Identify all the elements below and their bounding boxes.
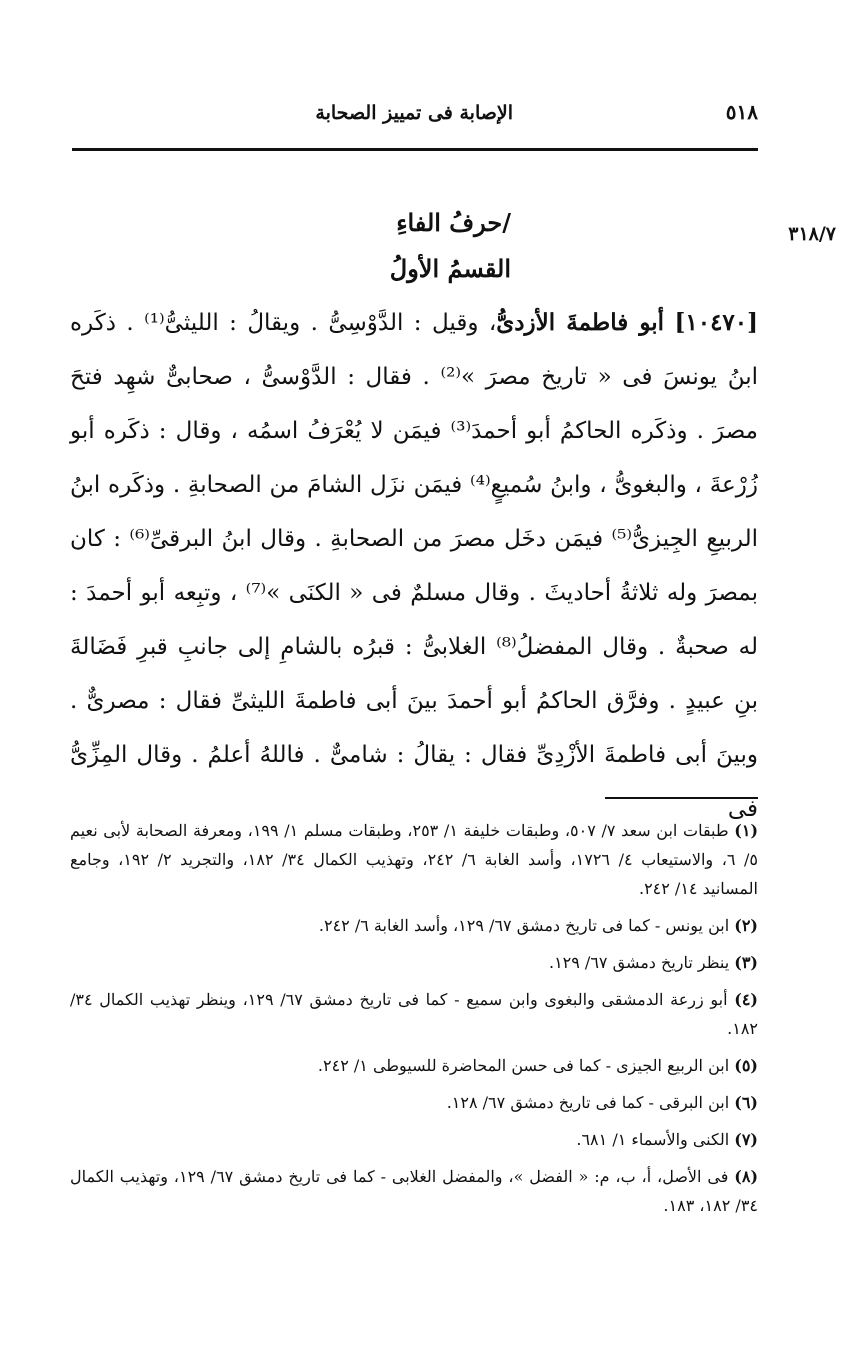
footnote-rule xyxy=(605,797,758,799)
footnote-text: الكنى والأسماء ١/ ٦٨١. xyxy=(576,1130,730,1149)
footnote-text: أبو زرعة الدمشقى والبغوى وابن سميع - كما فى تاريخ دمشق ٦٧/ ١٢٩، وينظر تهذيب الكمال ٣٤/ ١٨٢. xyxy=(70,990,758,1038)
footnote-label: (٥) xyxy=(734,1056,758,1075)
entry-name: أبو فاطمةَ الأزدىُّ xyxy=(496,309,665,336)
footnote xyxy=(70,911,758,940)
running-header xyxy=(75,100,758,140)
footnote xyxy=(70,1125,758,1154)
entry-paragraph xyxy=(70,296,758,836)
footnote-text: ينظر تاريخ دمشق ٦٧/ ١٢٩. xyxy=(548,953,730,972)
entry-number: [١٠٤٧٠] xyxy=(674,309,759,336)
book-title: الإصابة فى تمييز الصحابة xyxy=(315,102,513,124)
footnote xyxy=(70,1051,758,1080)
page-number: ٥١٨ xyxy=(725,100,758,124)
section-subtitle: القسمُ الأولُ xyxy=(389,254,511,283)
footnote-text: ابن الربيع الجيزى - كما فى حسن المحاضرة للسيوطى ١/ ٢٤٢. xyxy=(317,1056,730,1075)
footnote-label: (٣) xyxy=(734,953,758,972)
footnote-label: (٢) xyxy=(734,916,758,935)
footnote xyxy=(70,1088,758,1117)
footnote-text: ابن يونس - كما فى تاريخ دمشق ٦٧/ ١٢٩، وأسد الغابة ٦/ ٢٤٢. xyxy=(318,916,730,935)
footnote-label: (٤) xyxy=(734,990,758,1009)
footnote xyxy=(70,948,758,977)
footnote-text: طبقات ابن سعد ٧/ ٥٠٧، وطبقات خليفة ١/ ٢٥٣، وطبقات مسلم ١/ ١٩٩، ومعرفة الصحابة لأبى نعيم ٥/ ٦، والاستيعاب ٤/ ١٧٢٦، وأسد الغابة ٦/ ٢٤٢، وتهذيب الكمال ٣٤/ ١٨٢، والتجريد ٢/ ١٩٢، وجامع المسانيد ١٤/ ٢٤٢. xyxy=(70,821,758,898)
footnotes xyxy=(70,816,758,1228)
header-rule xyxy=(72,148,758,151)
footnote-label: (٨) xyxy=(734,1167,759,1186)
footnote-label: (٧) xyxy=(734,1130,758,1149)
margin-reference: ٣١٨/٧ xyxy=(788,223,836,245)
footnote-label: (١) xyxy=(734,821,759,840)
footnote xyxy=(70,1162,758,1220)
section-title: /حرفُ الفاءِ xyxy=(396,208,511,237)
entry-body: ، وقيل : الدَّوْسِىُّ . ويقالُ : الليثىُّ⁽¹⁾ . ذكَره ابنُ يونسَ فى « تاريخ مصرَ »⁽²⁾ . فقال : الدَّوْسىُّ ، صحابىٌّ شهِد فتحَ مصرَ . وذكَره الحاكمُ أبو أحمدَ⁽³⁾ فيمَن لا يُعْرَفُ اسمُه ، وقال : ذكَره أبو زُرْعةَ ، والبغوىُّ ، وابنُ سُميعٍ⁽⁴⁾ فيمَن نزَل الشامَ من الصحابةِ . وذكَره ابنُ الربيعِ الجِيزىُّ⁽⁵⁾ فيمَن دخَل مصرَ من الصحابةِ . وقال ابنُ البرقىِّ⁽⁶⁾ : كان بمصرَ وله ثلاثةُ أحاديثَ . وقال مسلمٌ فى « الكنَى »⁽⁷⁾ ، وتبِعه أبو أحمدَ : له صحبةٌ . وقال المفضلُ⁽⁸⁾ الغلابىُّ : قبرُه بالشامِ إلى جانبِ قبرِ فَضَالةَ بنِ عبيدٍ . وفرَّق الحاكمُ أبو أحمدَ بينَ أبى فاطمةَ الليثىِّ فقال : مصرىٌّ . وبينَ أبى فاطمةَ الأزْدِىِّ فقال : يقالُ : شامىٌّ . فاللهُ أعلمُ . وقال المِزِّىُّ فى xyxy=(70,310,759,822)
footnote xyxy=(70,816,758,903)
footnote-text: ابن البرقى - كما فى تاريخ دمشق ٦٧/ ١٢٨. xyxy=(446,1093,730,1112)
footnote-text: فى الأصل، أ، ب، م: « الفضل »، والمفضل الغلابى - كما فى تاريخ دمشق ٦٧/ ١٢٩، وتهذيب الكمال ٣٤/ ١٨٢، ١٨٣. xyxy=(70,1167,758,1215)
footnote xyxy=(70,985,758,1043)
footnote-label: (٦) xyxy=(734,1093,758,1112)
